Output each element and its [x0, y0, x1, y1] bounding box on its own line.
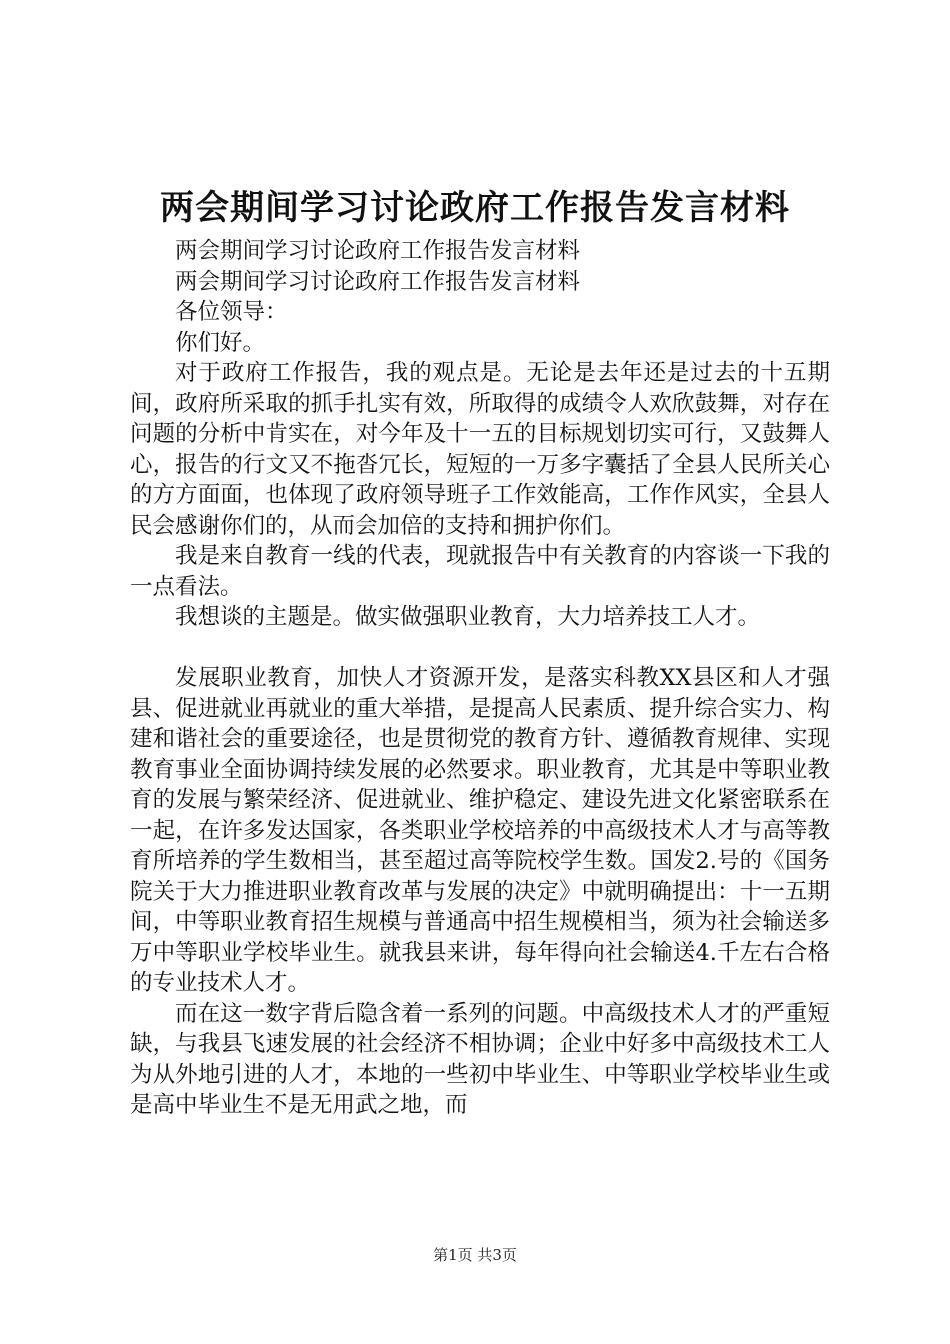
paragraph-subtitle-1: 两会期间学习讨论政府工作报告发言材料 — [175, 238, 581, 264]
paragraph-greeting: 你们好。 — [175, 329, 266, 356]
document-body — [130, 236, 830, 1121]
paragraph-vocational-education: 发展职业教育，加快人才资源开发，是落实科教XX县区和人才强县、促进就业再就业的重大举措，是提高人民素质、提升综合实力、构建和谐社会的重要途径，也是贯彻党的教育方针、遵循教育规律、实现教育事业全面协调持续发展的必然要求。职业教育，尤其是中等职业教育的发展与繁荣经济、促进就业、维护稳定、建设先进文化紧密联系在一起，在许多发达国家，各类职业学校培养的中高级技术人才与高等教育所培养的学生数相当，甚至超过高等院校学生数。国发2.号的《国务院关于大力推进职业教育改革与发展的决定》中就明确提出：十一五期间，中等职业教育招生规模与普通高中招生规模相当，须为社会输送多万中等职业学校毕业生。就我县来讲，每年得向社会输送4.千左右合格的专业技术人才。 — [130, 665, 830, 996]
document-title: 两会期间学习讨论政府工作报告发言材料 — [160, 188, 790, 228]
paragraph-problems: 而在这一数字背后隐含着一系列的问题。中高级技术人才的严重短缺，与我县飞速发展的社会经济不相协调；企业中好多中高级技术工人为从外地引进的人才，本地的一些初中毕业生、中等职业学校毕业生或是高中毕业生不是无用武之地，而 — [130, 1000, 830, 1118]
paragraph-opinion: 对于政府工作报告，我的观点是。无论是去年还是过去的十五期间，政府所采取的抓手扎实有效，所取得的成绩令人欢欣鼓舞，对存在问题的分析中肯实在，对今年及十一五的目标规划切实可行，又鼓舞人心，报告的行文又不拖沓冗长，短短的一万多字囊括了全县人民所关心的方方面面，也体现了政府领导班子工作效能高，工作作风实，全县人民会感谢你们的，从而会加倍的支持和拥护你们。 — [130, 360, 830, 539]
paragraph-salutation: 各位领导： — [175, 299, 288, 325]
blank-line — [130, 633, 830, 664]
page-number-footer: 第1页 共3页 — [433, 1246, 517, 1264]
paragraph-theme: 我想谈的主题是。做实做强职业教育，大力培养技工人才。 — [175, 604, 761, 630]
paragraph-subtitle-2: 两会期间学习讨论政府工作报告发言材料 — [175, 268, 581, 295]
paragraph-intro: 我是来自教育一线的代表，现就报告中有关教育的内容谈一下我的一点看法。 — [130, 543, 830, 600]
